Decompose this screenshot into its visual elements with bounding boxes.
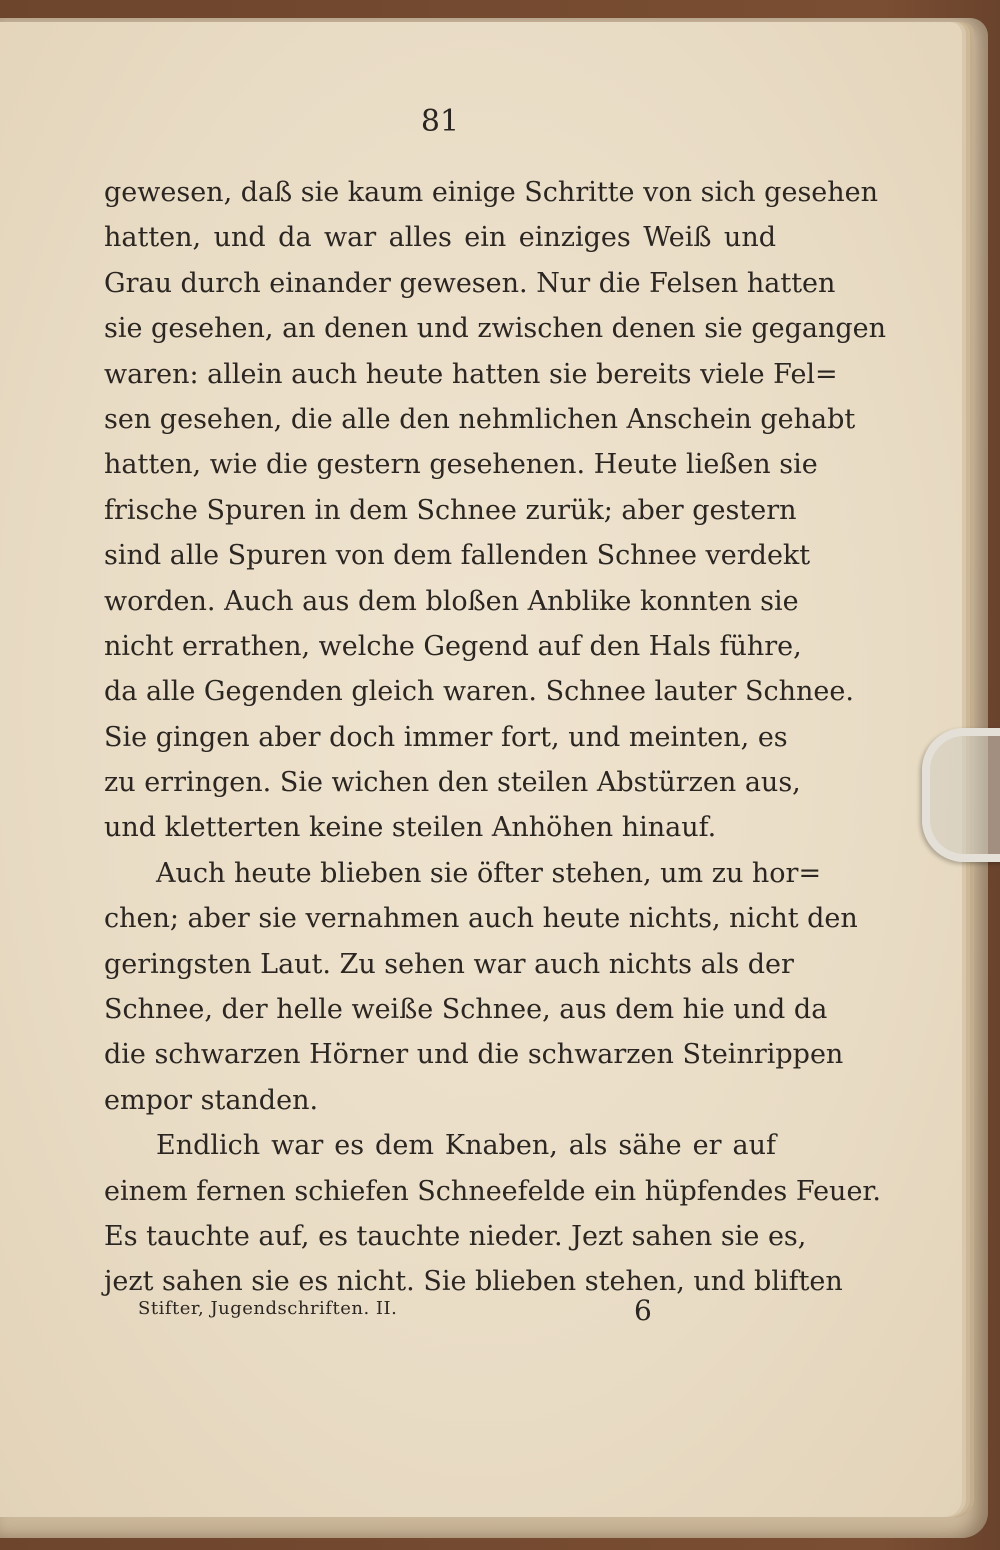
text-line: sind alle Spuren von dem fallenden Schnee verdekt <box>104 540 811 572</box>
text-line: empor standen. <box>104 1084 319 1116</box>
text-line: sen gesehen, die alle den nehmlichen Anschein gehabt <box>104 403 856 435</box>
text-line: da alle Gegenden gleich waren. Schnee lauter Schnee. <box>104 676 854 708</box>
text-line: einem fernen schiefen Schneefelde ein hüpfendes Feuer. <box>104 1175 881 1207</box>
book-page <box>0 22 962 1517</box>
text-line: Grau durch einander gewesen. Nur die Felsen hatten <box>104 267 836 299</box>
text-line: sie gesehen, an denen und zwischen denen sie gegangen <box>104 313 887 345</box>
text-line: worden. Auch aus dem bloßen Anblike konnten sie <box>104 585 799 617</box>
text-line: geringsten Laut. Zu sehen war auch nichts als der <box>104 948 794 980</box>
text-line: nicht errathen, welche Gegend auf den Hals führe, <box>104 630 802 662</box>
text-line: Schnee, der helle weiße Schnee, aus dem hie und da <box>104 994 828 1026</box>
text-line: und kletterten keine steilen Anhöhen hinauf. <box>104 812 717 844</box>
text-line: hatten, und da war alles ein einziges Weiß und <box>104 222 776 254</box>
text-line: jezt sahen sie es nicht. Sie blieben stehen, und bliften <box>104 1266 843 1298</box>
text-line: zu erringen. Sie wichen den steilen Abstürzen aus, <box>104 767 801 799</box>
page-footer <box>138 1294 658 1327</box>
text-line: Endlich war es dem Knaben, als sähe er auf <box>156 1130 776 1162</box>
text-line: chen; aber sie vernahmen auch heute nichts, nicht den <box>104 903 858 935</box>
body-text <box>104 170 887 1305</box>
page-number: 81 <box>420 104 460 139</box>
text-line: frische Spuren in dem Schnee zurük; aber gestern <box>104 494 797 526</box>
page-clip <box>922 728 1000 862</box>
footer-signature: Stifter, Jugendschriften. II. <box>138 1298 398 1319</box>
text-line: waren: allein auch heute hatten sie bereits viele Fel= <box>104 358 838 390</box>
text-line: Auch heute blieben sie öfter stehen, um zu hor= <box>156 857 822 889</box>
text-line: die schwarzen Hörner und die schwarzen Steinrippen <box>104 1039 844 1071</box>
text-line: Es tauchte auf, es tauchte nieder. Jezt sahen sie es, <box>104 1220 807 1252</box>
signature-mark: 6 <box>634 1294 652 1327</box>
text-line: Sie gingen aber doch immer fort, und meinten, es <box>104 721 788 753</box>
text-line: hatten, wie die gestern gesehenen. Heute ließen sie <box>104 449 818 481</box>
text-line: gewesen, daß sie kaum einige Schritte von sich gesehen <box>104 177 879 208</box>
